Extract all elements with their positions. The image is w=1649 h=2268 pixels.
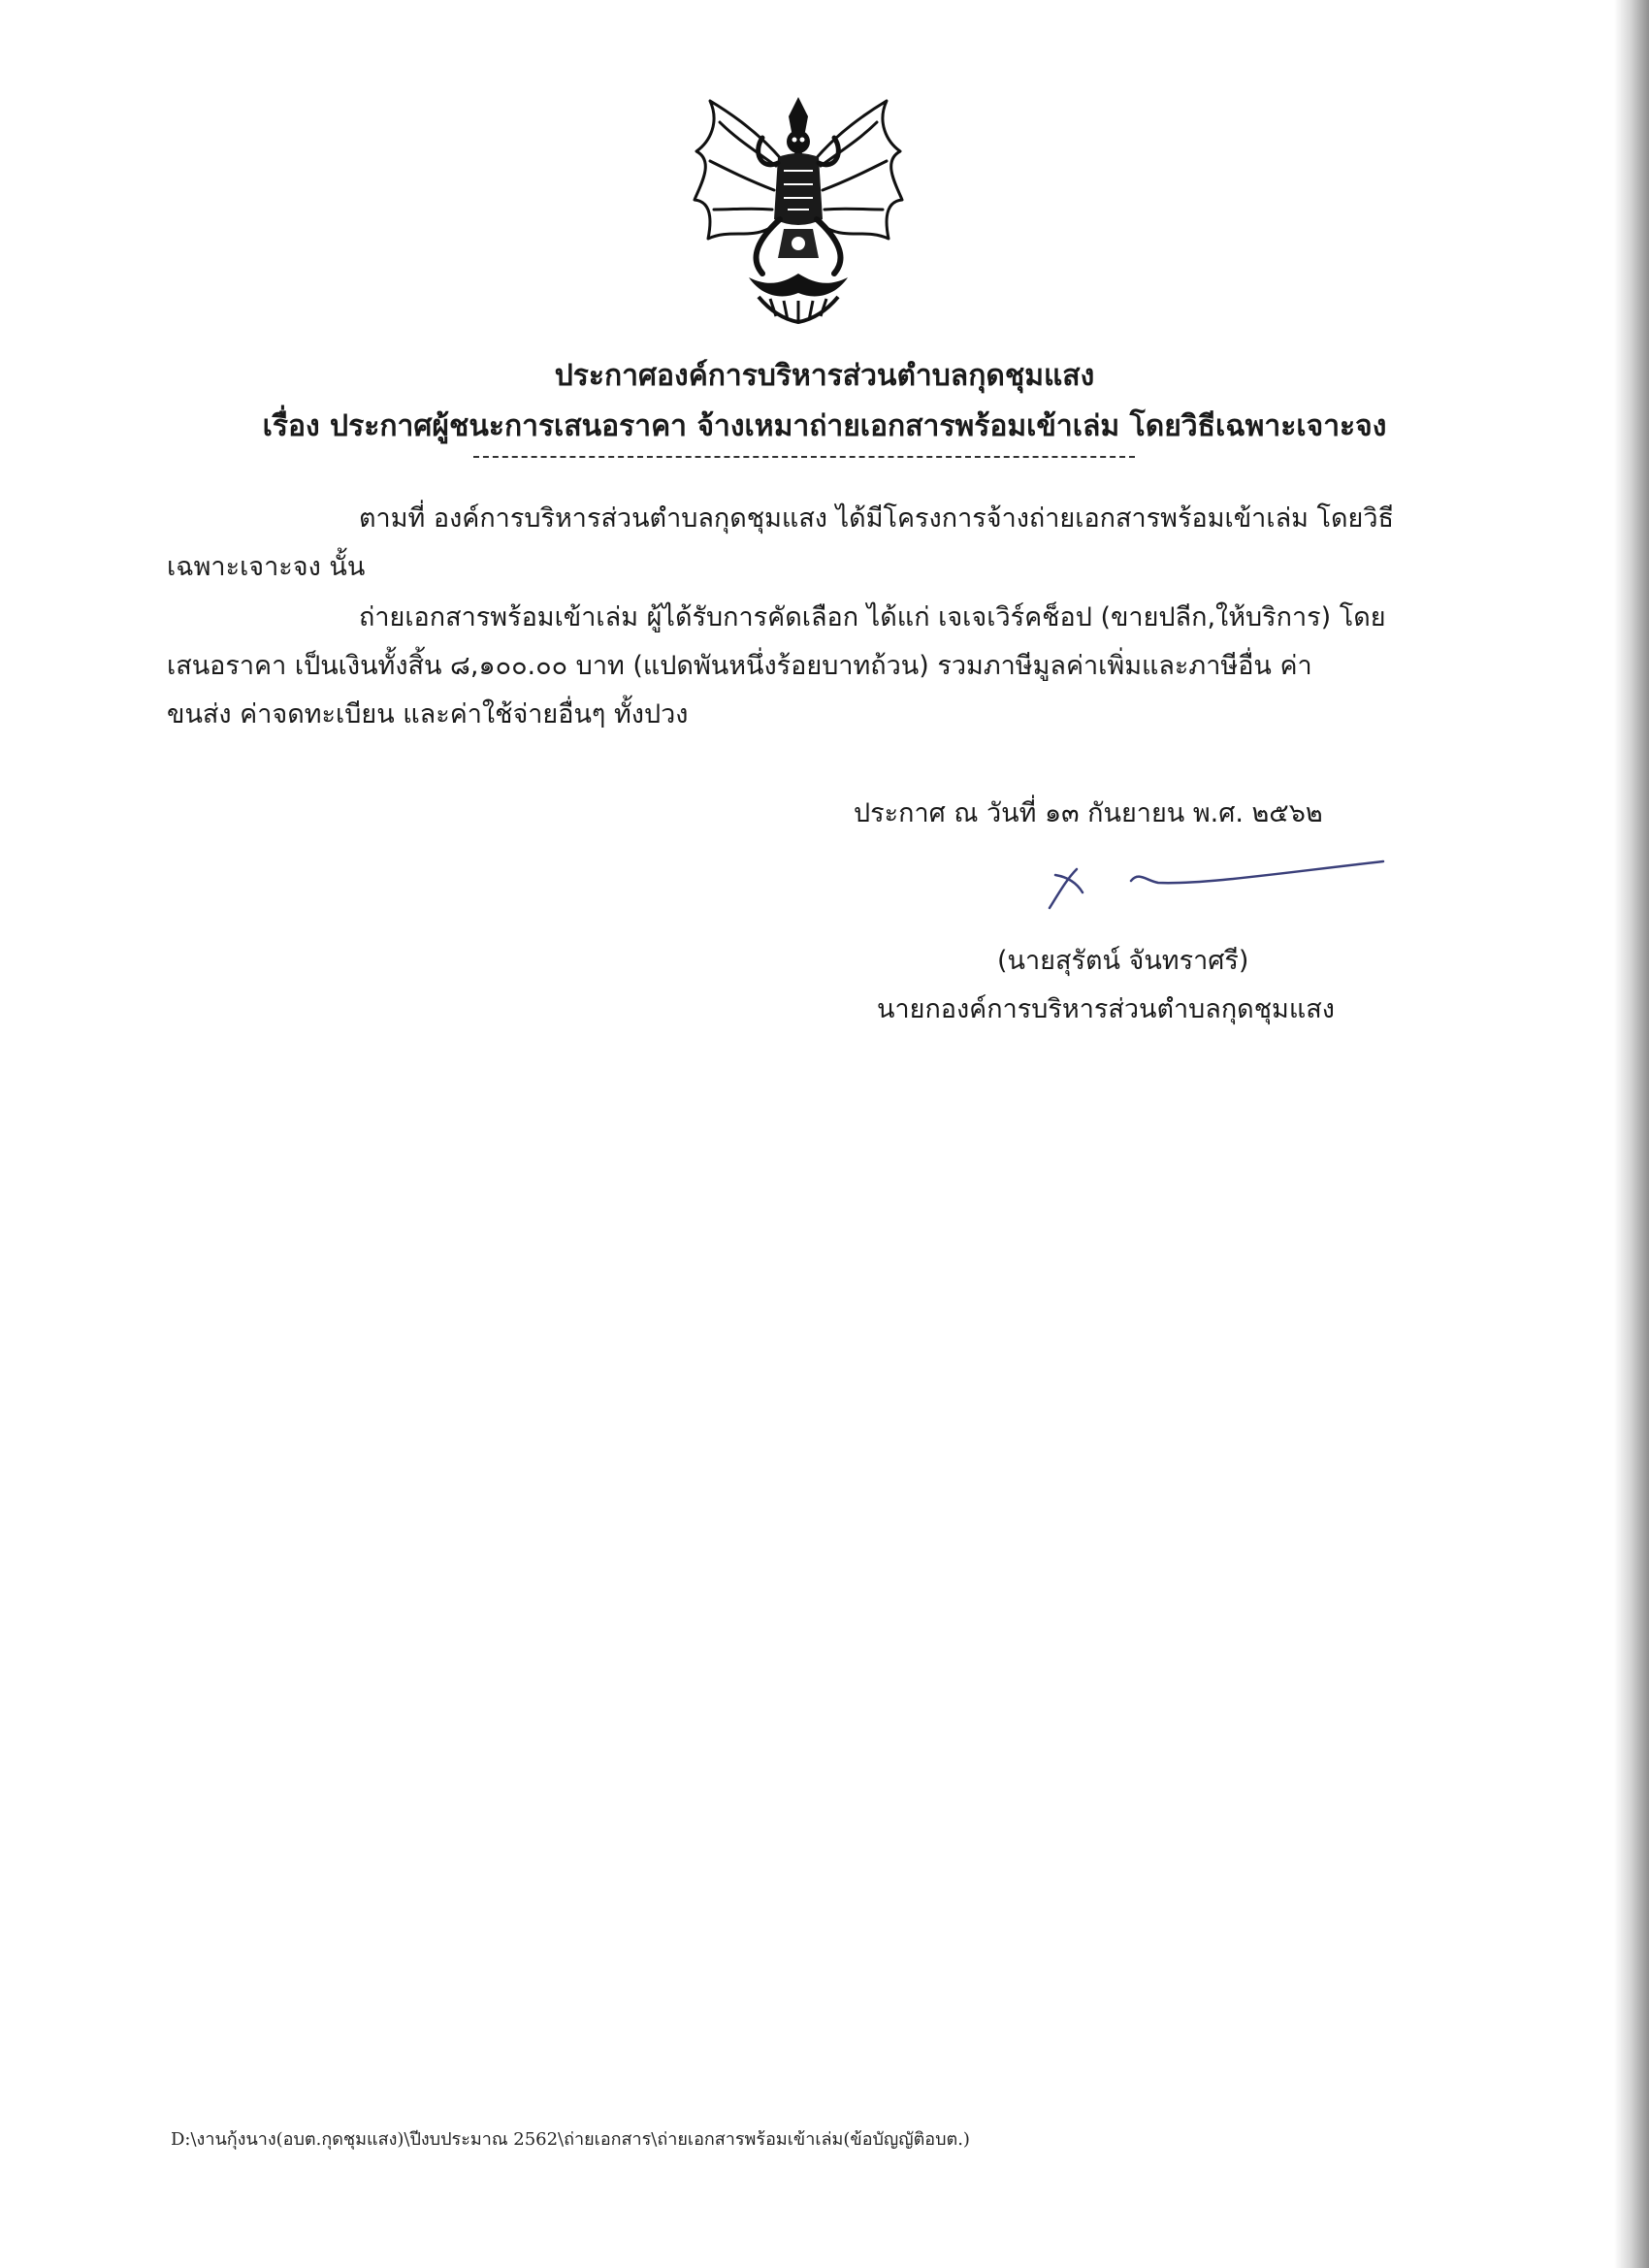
document-title: ประกาศองค์การบริหารส่วนตำบลกุดชุมแสง xyxy=(554,359,1095,393)
document-subject: เรื่อง ประกาศผู้ชนะการเสนอราคา จ้างเหมาถ่ายเอกสารพร้อมเข้าเล่ม โดยวิธีเฉพาะเจาะจง xyxy=(262,409,1387,443)
signatory-title: นายกองค์การบริหารส่วนตำบลกุดชุมแสง xyxy=(877,994,1335,1024)
footer-file-path: D:\งานกุ้งนาง(อบต.กุดชุมแสง)\ปีงบประมาณ 2562\ถ่ายเอกสาร\ถ่ายเอกสารพร้อมเข้าเล่ม(ข้อบัญญัติอบต.) xyxy=(171,2129,970,2150)
divider-line xyxy=(473,456,1135,458)
scan-edge-shadow xyxy=(1614,0,1649,2268)
paragraph-2-line-2: เสนอราคา เป็นเงินทั้งสิ้น ๘,๑๐๐.๐๐ บาท (แปดพันหนึ่งร้อยบาทถ้วน) รวมภาษีมูลค่าเพิ่มและภาษีอื่น ค่า xyxy=(167,651,1312,681)
announcement-date: ประกาศ ณ วันที่ ๑๓ กันยายน พ.ศ. ๒๕๖๒ xyxy=(854,798,1323,828)
paragraph-2-line-1: ถ่ายเอกสารพร้อมเข้าเล่ม ผู้ได้รับการคัดเลือก ได้แก่ เจเจเวิร์คช็อป (ขายปลีก,ให้บริการ) โดย xyxy=(359,602,1386,632)
paragraph-1-line-2: เฉพาะเจาะจง นั้น xyxy=(167,552,366,582)
paragraph-2-line-3: ขนส่ง ค่าจดทะเบียน และค่าใช้จ่ายอื่นๆ ทั้งปวง xyxy=(167,699,689,729)
garuda-emblem-icon xyxy=(691,93,906,326)
paragraph-1-line-1: ตามที่ องค์การบริหารส่วนตำบลกุดชุมแสง ได้มีโครงการจ้างถ่ายเอกสารพร้อมเข้าเล่ม โดยวิธี xyxy=(359,503,1394,534)
handwritten-signature xyxy=(1038,854,1387,922)
paragraph-1 xyxy=(167,495,1443,592)
paragraph-2 xyxy=(167,594,1443,739)
signatory-name: (นายสุรัตน์ จันทราศรี) xyxy=(997,946,1249,976)
